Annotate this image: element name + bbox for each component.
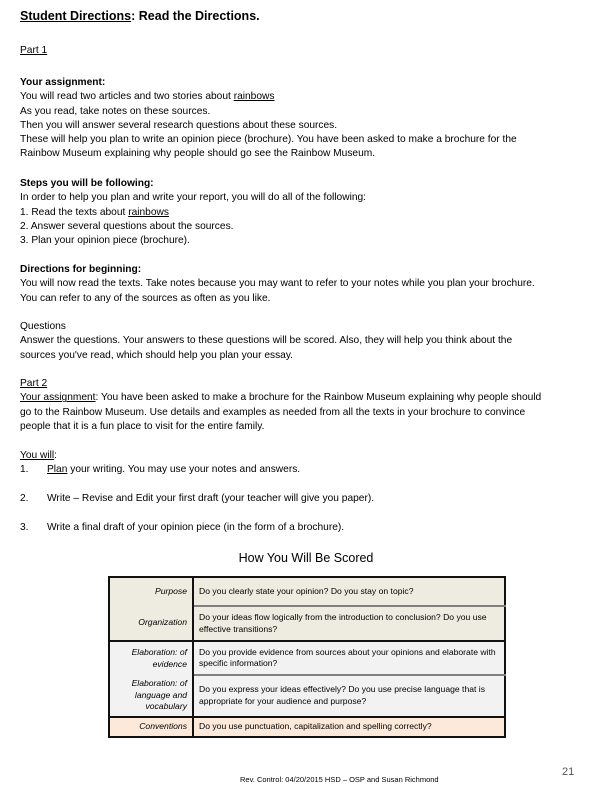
you-will-label: You will <box>20 450 55 461</box>
text: You will read two articles and two stories about <box>20 91 234 103</box>
item-text: your writing. You may use your notes and answers. <box>67 464 301 476</box>
item-text: Write a final draft of your opinion piece (in the form of a brochure). <box>47 521 345 533</box>
beginning-section <box>20 263 595 306</box>
rainbows-link: rainbows <box>128 206 169 218</box>
steps-heading: Steps you will be following: <box>20 178 154 189</box>
criterion-label: Conventions <box>109 717 193 737</box>
item-number: 3. <box>20 521 29 533</box>
title-label: Student Directions <box>20 9 132 23</box>
item-number: 2. <box>20 493 29 505</box>
title-rest: : Read the Directions. <box>131 9 260 23</box>
criterion-label: Purpose <box>109 577 193 606</box>
assignment-line: Rainbow Museum explaining why people should go see the Rainbow Museum. <box>20 148 376 160</box>
assignment2-line: go to the Rainbow Museum. Use details and examples as needed from all the texts in your brochure to convince <box>20 406 526 418</box>
page-title <box>20 9 260 23</box>
beginning-line: You will now read the texts. Take notes because you may want to refer to your notes while you plan your brochure. <box>20 278 535 290</box>
part1-heading: Part 1 <box>20 45 48 56</box>
step-item <box>20 206 595 220</box>
questions-line: Answer the questions. Your answers to these questions will be scored. Also, they will help you think about the <box>20 335 513 347</box>
criterion-label: Organization <box>109 606 193 641</box>
assignment-line <box>20 90 595 104</box>
you-will-section <box>20 449 595 535</box>
assignment2-line: people that it is a fun place to visit for the entire family. <box>20 420 265 432</box>
assignment-heading: Your assignment: <box>20 77 106 88</box>
criterion-text: Do you clearly state your opinion? Do you stay on topic? <box>193 577 505 606</box>
part2-section <box>20 377 595 434</box>
text: 1. Read the texts about <box>20 206 129 218</box>
step-item: 3. Plan your opinion piece (brochure). <box>20 235 190 247</box>
step-item: 2. Answer several questions about the sources. <box>20 220 234 232</box>
footer-revision: Rev. Control: 04/20/2015 HSD – OSP and Susan Richmond <box>240 775 439 784</box>
criterion-text: Do you use punctuation, capitalization and spelling correctly? <box>193 717 505 737</box>
beginning-line: You can refer to any of the sources as often as you like. <box>20 292 271 304</box>
colon: : <box>54 450 58 461</box>
assignment-section <box>20 76 595 162</box>
rainbows-link: rainbows <box>233 91 275 103</box>
text: : You have been asked to make a brochure for the Rainbow Museum explaining why people should <box>95 392 542 404</box>
assignment-line: Then you will answer several research questions about these sources. <box>20 119 338 131</box>
questions-line: sources you've read, which should help you plan your essay. <box>20 349 294 361</box>
item-number: 1. <box>20 464 29 476</box>
you-will-item <box>20 521 595 535</box>
assignment2-label: Your assignment <box>20 392 96 404</box>
scoring-table <box>108 576 506 738</box>
assignment-line: These will help you plan to write an opinion piece (brochure). You have been asked to make a brochure for the <box>20 134 517 146</box>
scoring-row <box>109 717 505 737</box>
scoring-row <box>109 606 505 641</box>
you-will-item <box>20 463 595 477</box>
item-text: Write – Revise and Edit your first draft (your teacher will give you paper). <box>47 493 375 505</box>
criterion-label: Elaboration: of language and vocabulary <box>109 675 193 717</box>
part2-heading: Part 2 <box>20 378 48 389</box>
criterion-text: Do your ideas flow logically from the introduction to conclusion? Do you use effective transitions? <box>193 606 505 641</box>
questions-section <box>20 320 595 363</box>
assignment2-line <box>20 391 595 405</box>
questions-heading: Questions <box>20 321 66 332</box>
assignment-line: As you read, take notes on these sources. <box>20 105 211 117</box>
criterion-text: Do you provide evidence from sources about your opinions and elaborate with specific information? <box>193 641 505 675</box>
steps-section <box>20 177 595 248</box>
scoring-title: How You Will Be Scored <box>238 551 374 565</box>
beginning-heading: Directions for beginning: <box>20 264 142 275</box>
steps-intro: In order to help you plan and write your report, you will do all of the following: <box>20 192 367 204</box>
criterion-text: Do you express your ideas effectively? Do you use precise language that is appropriate for your audience and purpose? <box>193 675 505 717</box>
page-number: 21 <box>562 766 575 778</box>
scoring-row <box>109 641 505 675</box>
criterion-label: Elaboration: of evidence <box>109 641 193 675</box>
you-will-item <box>20 492 595 506</box>
scoring-row <box>109 675 505 717</box>
you-will-heading <box>20 449 595 463</box>
scoring-row <box>109 577 505 606</box>
plan-link: Plan <box>47 464 68 476</box>
